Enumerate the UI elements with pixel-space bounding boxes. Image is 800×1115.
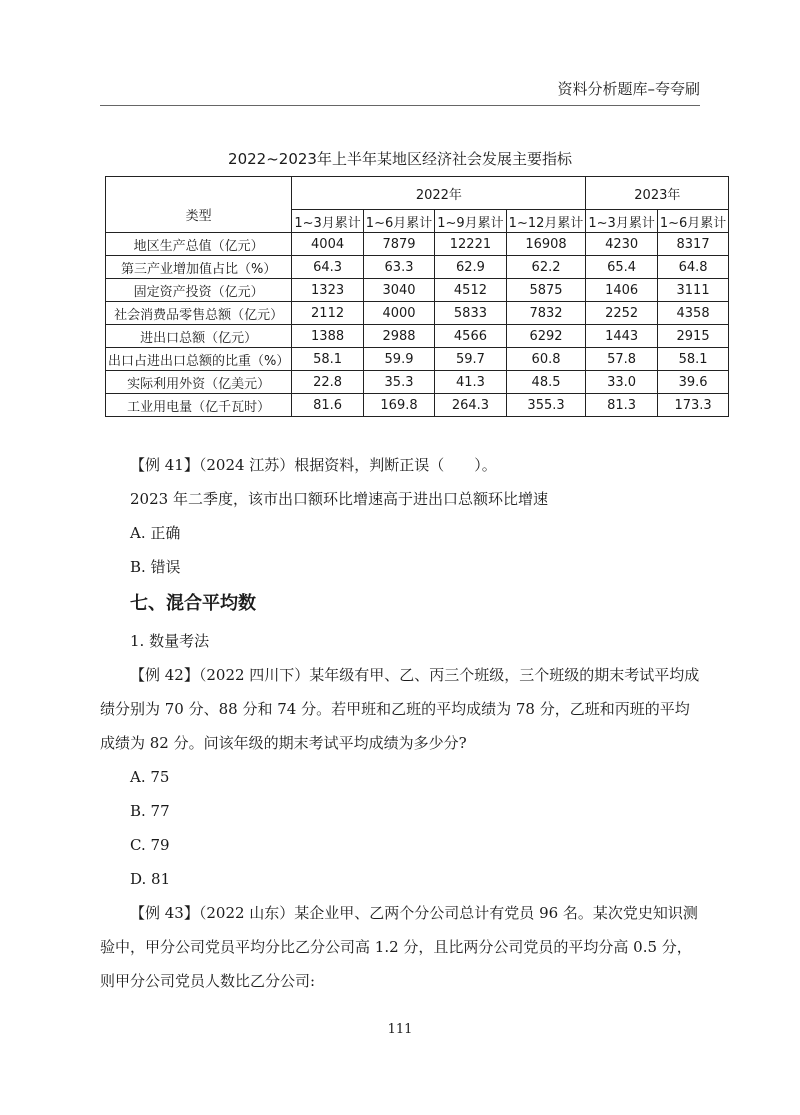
table-cell: 173.3 <box>657 394 728 417</box>
table-cell: 4512 <box>435 279 506 302</box>
question-41-statement: 2023 年二季度，该市出口额环比增速高于进出口总额环比增速 <box>130 490 548 508</box>
page-content <box>100 448 700 998</box>
table-cell: 8317 <box>657 233 728 256</box>
row-label: 第三产业增加值占比（%） <box>106 256 292 279</box>
table-cell: 57.8 <box>586 348 657 371</box>
table-cell: 59.7 <box>435 348 506 371</box>
table-cell: 22.8 <box>292 371 363 394</box>
table-cell: 2988 <box>363 325 434 348</box>
table-cell: 35.3 <box>363 371 434 394</box>
table-cell: 65.4 <box>586 256 657 279</box>
table-cell: 4566 <box>435 325 506 348</box>
table-cell: 264.3 <box>435 394 506 417</box>
table-row <box>106 302 729 325</box>
row-label: 实际利用外资（亿美元） <box>106 371 292 394</box>
row-label: 地区生产总值（亿元） <box>106 233 292 256</box>
table-row <box>106 325 729 348</box>
table-cell: 4000 <box>363 302 434 325</box>
period-header: 1~6月累计 <box>363 210 434 233</box>
period-header: 1~3月累计 <box>292 210 363 233</box>
header-divider <box>100 105 700 106</box>
question-42-stem: 【例 42】（2022 四川下）某年级有甲、乙、丙三个班级，三个班级的期末考试平均成绩分别为 70 分、88 分和 74 分。若甲班和乙班的平均成绩为 78 分，乙班和丙班的平均成绩为 82 分。问该年级的期末考试平均成绩为多少分? <box>100 666 700 752</box>
table-cell: 12221 <box>435 233 506 256</box>
table-cell: 60.8 <box>506 348 586 371</box>
option-b: B. 错误 <box>130 558 181 576</box>
table-cell: 1323 <box>292 279 363 302</box>
table-cell: 6292 <box>506 325 586 348</box>
option-a: A. 75 <box>130 768 170 786</box>
table-cell: 2252 <box>586 302 657 325</box>
table-cell: 7879 <box>363 233 434 256</box>
period-header: 1~3月累计 <box>586 210 657 233</box>
table-title: 2022~2023年上半年某地区经济社会发展主要指标 <box>228 150 572 168</box>
table-cell: 62.9 <box>435 256 506 279</box>
table-cell: 58.1 <box>657 348 728 371</box>
table-row <box>106 233 729 256</box>
table-cell: 64.8 <box>657 256 728 279</box>
table-cell: 4004 <box>292 233 363 256</box>
table-cell: 2112 <box>292 302 363 325</box>
table-cell: 58.1 <box>292 348 363 371</box>
question-41-stem: 【例 41】（2024 江苏）根据资料，判断正误（ ）。 <box>130 456 497 474</box>
table-cell: 7832 <box>506 302 586 325</box>
row-label: 固定资产投资（亿元） <box>106 279 292 302</box>
table-cell: 64.3 <box>292 256 363 279</box>
indicators-table <box>105 176 729 417</box>
row-label: 进出口总额（亿元） <box>106 325 292 348</box>
table-cell: 1443 <box>586 325 657 348</box>
period-header: 1~9月累计 <box>435 210 506 233</box>
table-cell: 63.3 <box>363 256 434 279</box>
row-label: 出口占进出口总额的比重（%） <box>106 348 292 371</box>
table-row <box>106 371 729 394</box>
section-subtitle: 1. 数量考法 <box>130 632 210 650</box>
table-cell: 48.5 <box>506 371 586 394</box>
table-cell: 4358 <box>657 302 728 325</box>
table-row <box>106 256 729 279</box>
option-a: A. 正确 <box>130 524 181 542</box>
row-label: 社会消费品零售总额（亿元） <box>106 302 292 325</box>
table-cell: 5833 <box>435 302 506 325</box>
period-header: 1~12月累计 <box>506 210 586 233</box>
table-cell: 3111 <box>657 279 728 302</box>
year-2022-header: 2022年 <box>292 177 586 210</box>
year-2023-header: 2023年 <box>586 177 729 210</box>
table-cell: 39.6 <box>657 371 728 394</box>
table-cell: 3040 <box>363 279 434 302</box>
table-cell: 16908 <box>506 233 586 256</box>
table-row <box>106 348 729 371</box>
option-c: C. 79 <box>130 836 170 854</box>
option-d: D. 81 <box>130 870 171 888</box>
table-cell: 41.3 <box>435 371 506 394</box>
table-cell: 1406 <box>586 279 657 302</box>
table-cell: 169.8 <box>363 394 434 417</box>
table-cell: 81.6 <box>292 394 363 417</box>
table-row <box>106 279 729 302</box>
table-cell: 5875 <box>506 279 586 302</box>
page-number: 111 <box>387 1022 413 1037</box>
section-title: 七、混合平均数 <box>130 593 256 614</box>
question-43-stem: 【例 43】（2022 山东）某企业甲、乙两个分公司总计有党员 96 名。某次党史知识测验中，甲分公司党员平均分比乙分公司高 1.2 分，且比两分公司党员的平均分高 0.5 分，则甲分公司党员人数比乙分公司: <box>100 904 698 990</box>
table-cell: 59.9 <box>363 348 434 371</box>
table-cell: 33.0 <box>586 371 657 394</box>
table-row <box>106 394 729 417</box>
table-cell: 2915 <box>657 325 728 348</box>
book-title: 资料分析题库–夸夸刷 <box>557 80 700 98</box>
table-cell: 4230 <box>586 233 657 256</box>
table-cell: 355.3 <box>506 394 586 417</box>
table-cell: 62.2 <box>506 256 586 279</box>
period-header: 1~6月累计 <box>657 210 728 233</box>
row-label: 工业用电量（亿千瓦时） <box>106 394 292 417</box>
table-cell: 1388 <box>292 325 363 348</box>
option-b: B. 77 <box>130 802 170 820</box>
table-cell: 81.3 <box>586 394 657 417</box>
table-header-row-years <box>106 177 729 210</box>
type-header: 类型 <box>106 177 292 233</box>
